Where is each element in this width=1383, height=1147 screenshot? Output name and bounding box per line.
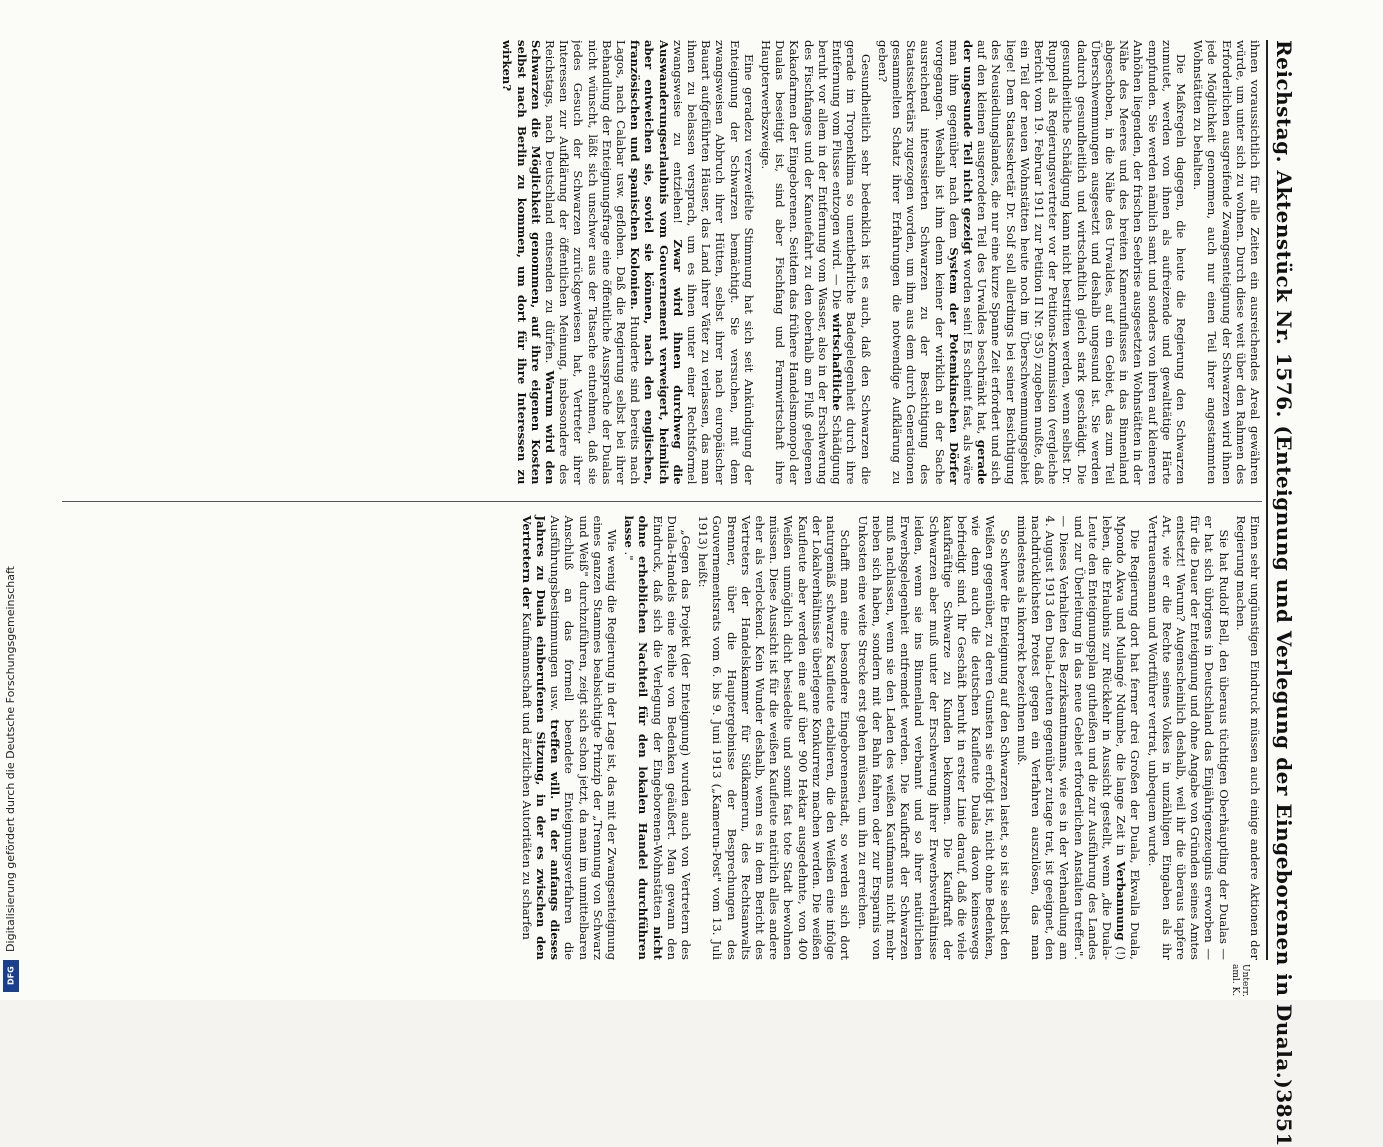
- column-right: [62, 501, 1262, 961]
- margin-note: Unterr. aml. K.: [1230, 964, 1250, 997]
- credit-text: Digitalisierung gefördert durch die Deutsche Forschungsgemeinschaft: [4, 566, 17, 952]
- paragraph: Eine geradezu verzweifelte Stimmung hat sich seit Ankündigung der Enteignung der Schwarzen bemächtigt. Sie versuchen, mit dem zwangsweisen Abbruch ihrer Hütten, selbst ihrer nach europäischer Bauart aufgeführten Häuser, das Land ihrer Väter zu verlassen, das man ihnen zu belassen versprach, um es ihnen unter einer Rechtsformel zwangsweise zu entziehen! Zwar wird ihnen durchweg die Auswanderungserlaubnis vom Gouvernement verweigert, heimlich aber entweichen sie, soviel sie können, nach den englischen, französischen und spanischen Kolonien. Hunderte sind bereits nach Lagos, nach Calabar usw. geflohen. Daß die Regierung selbst bei ihrer Behandlung der Enteignungsfrage eine öffentliche Aussprache der Dualas nicht wünscht, läßt sich unschwer aus der Tatsache entnehmen, daß sie jedes Gesuch der Schwarzen zurückgewiesen hat, Vertreter ihrer Interessen zur Aufklärung der öffentlichen Meinung, insbesondere des Reichstags, nach Deutschland entsenden zu dürfen. Warum wird den Schwarzen die Möglichkeit genommen, auf ihre eigenen Kosten selbst nach Berlin zu kommen, um dort für ihre Interessen zu wirken?: [500, 40, 756, 485]
- dfg-logo: DFG: [3, 960, 19, 992]
- text-columns: [62, 40, 1262, 960]
- document-page: [50, 40, 1310, 1147]
- paragraph: ihnen voraussichtlich für alle Zeiten ein ausreichendes Areal gewähren würde, um unter sich zu wohnen. Durch diese weit über den Rahmen des Erforderlichen ausgreifende Zwangsenteignung der Schwarzen wird ihnen jede Möglichkeit genommen, auch nur einen Teil ihrer angestammten Wohnstätten zu behalten.: [1191, 40, 1262, 485]
- page-header: [1266, 40, 1310, 1147]
- page-number: 3851: [1272, 1089, 1296, 1147]
- paragraph: Einen sehr ungünstigen Eindruck müssen auch einige andere Aktionen der Regierung machen.: [1233, 515, 1262, 960]
- paragraph: Die Maßregeln dagegen, die heute die Regierung den Schwarzen zumutet, werden von ihnen als aufreizende und gewalttätige Härte empfunden. Sie werden nämlich samt und sonders von ihren auf kleineren Anhöhen liegenden, der frischen Seebrise ausgesetzten Wohnstätten in der Nähe des Meeres und des breiten Kamerunflusses in das Binnenland abgeschoben, in die Nähe des Urwaldes, auf ein Gebiet, das zum Teil Überschwemmungen ausgesetzt und deshalb ungesund ist. Sie werden dadurch gesundheitlich und wirtschaftlich gleich stark geschädigt. Die gesundheitliche Schädigung kann nicht bestritten werden, wenn selbst Dr. Ruppel als Regierungsvertreter vor der Petitions-Kommission (vergleiche Bericht vom 19. Februar 1911 zur Petition II Nr. 935) zugeben mußte, daß ein Teil der neuen Wohnstätten heute noch im Überschwemmungsgebiet liege! Dem Staatssekretär Dr. Solf soll allerdings bei seiner Besichtigung des Neusiedlungslandes, die nur eine kurze Spanne Zeit erfordert und sich auf den kleinen ausgerodeten Teil des Urwaldes beschränkt hat, gerade der ungesunde Teil nicht gezeigt worden sein! Es scheint fast, als wäre man ihm gegenüber nach dem System der Potemkinschen Dörfer vorgegangen. Weshalb ist ihm denn keiner der wirklich an der Sache ausreichend interessierten Schwarzen zu der Besichtigung des Staatssekretärs zugezogen worden, um ihm aus dem durch Generationen gesammelten Schatz ihrer Erfahrungen die notwendige Aufklärung zu geben?: [875, 40, 1188, 485]
- paragraph: Schafft man eine besondere Eingeborenenstadt, so werden sich dort naturgemäß schwarze Kaufleute etablieren, die den Weißen eine infolge der Lokalverhältnisse überlegene Konkurrenz machen werden. Die weißen Kaufleute aber werden eine auf über 900 Hektar ausgedehnte, von 400 Weißen unmöglich dicht besiedelte und somit fast tote Stadt bewohnen müssen. Diese Aussicht ist für die weißen Kaufleute natürlich alles andere eher als verlockend. Kein Wunder deshalb, wenn es in dem Bericht des Vertreters der Handelskammer für Südkamerun, des Rechtsanwalts Brenner, über die Hauptergebnisse der Besprechungen des Gouvernementsrats vom 6. bis 9. Juni 1913 („Kamerun-Post" vom 13. Juli 1913) heißt:: [696, 515, 853, 960]
- paragraph: Die Regierung dort hat ferner drei Großen der Duala, Ekwalla Duala, Mpondo Akwa und Mulangé Ndumbe, die lange Zeit in Verbannung (!) leben, die Erlaubnis zur Rückkehr in Aussicht gestellt, wenn „die Duala-Leute den Enteignungsplan gutheißen und die zur Ausführung des Landes und zur Überleitung in das neue Gebiet erforderlichen Anstalten treffen". — Dieses Verhalten des Bezirksamtmanns, wie es in der Verhandlung am 4. August 1913 den Duala-Leuten gegenüber zutage trat, ist geeignet, den nachdrücklichsten Protest gegen ein Verfahren auszulösen, das man mindestens als inkorrekt bezeichnen muß.: [1014, 515, 1143, 960]
- header-title: Reichstag. Aktenstück Nr. 1576. (Enteignung und Verlegung der Eingeborenen in Duala.): [1272, 40, 1296, 1090]
- paragraph: Gesundheitlich sehr bedenklich ist es auch, daß den Schwarzen die gerade im Tropenklima so unentbehrliche Badegelegenheit durch ihre Entfernung vom Flusse entzogen wird. — Die wirtschaftliche Schädigung beruht vor allem in der Entfernung vom Wasser, also in der Erschwerung des Fischfanges und der Kanuefahrt zu den oberhalb am Fluß gelegenen Kakaofarmen der Eingeborenen. Seitdem das frühere Handelsmonopol der Dualas beseitigt ist, sind aber Fischfang und Farmwirtschaft ihre Haupterwerbszweige.: [759, 40, 873, 485]
- quote-paragraph: „Gegen das Projekt (der Enteignung) wurden auch von Vertretern des Duala-Handels eine Reihe von Bedenken geäußert. Man gewann den Eindruck, daß sich die Verlegung der Eingeborenen-Wohnstätten nicht ohne erheblichen Nachteil für den lokalen Handel durchführen lasse .": [622, 515, 694, 960]
- paragraph: Sie hat Rudolf Bell, den überaus tüchtigen Oberhäuptling der Dualas — er hat sich übrigens in Deutschland das Einjährigenzeugnis erworben — für die Dauer der Enteignung und ohne Angabe von Gründen seines Amtes entsetzt! Warum? Augenscheinlich deshalb, weil ihr die überaus tapfere Art, wie er die Rechte seines Volkes in unzähligen Eingaben als ihr Vertrauensmann und Wortführer vertrat, unbequem wurde.: [1145, 515, 1231, 960]
- rotated-content: [50, 40, 1310, 1147]
- paragraph: Wie wenig die Regierung in der Lage ist, das mit der Zwangsenteignung eines ganzen Stammes beabsichtigte Prinzip der „Trennung von Schwarz und Weiß" durchzuführen, zeigt sich schon jetzt, da man im unmittelbaren Anschluß an das formell beendete Enteignungsverfahren die Ausführungsbestimmungen usw. treffen will. In der anfangs dieses Jahres zu Duala einberufenen Sitzung, in der es zwischen den Vertretern der Kaufmannschaft und ärztlichen Autoritäten zu scharfen: [519, 515, 620, 960]
- digitization-credit: [0, 0, 22, 1000]
- paragraph: So schwer die Enteignung auf den Schwarzen lastet, so ist sie selbst den Weißen gegenüber, zu deren Gunsten sie erfolgt ist, nicht ohne Bedenken, wie denn auch die deutschen Kaufleute Dualas davon keineswegs befriedigt sind. Ihr Geschäft beruht in erster Linie darauf, daß die viele kaufkräftige Schwarze zu Kunden bekommen. Die Kaufkraft der Schwarzen aber muß unter der Erschwerung ihrer Erwerbsverhältnisse leiden, wenn sie ins Binnenland verbannt und so ihrer natürlichen Erwerbsgelegenheit entfremdet werden. Die Kaufkraft der Schwarzen muß nachlassen, wenn sie den Laden des weißen Kaufmanns nicht mehr neben sich haben, sondern mit der Bahn fahren oder zur Ersparnis von Unkosten eine weite Strecke erst gehen müssen, um ihn zu erreichen.: [855, 515, 1012, 960]
- column-left: [62, 40, 1262, 485]
